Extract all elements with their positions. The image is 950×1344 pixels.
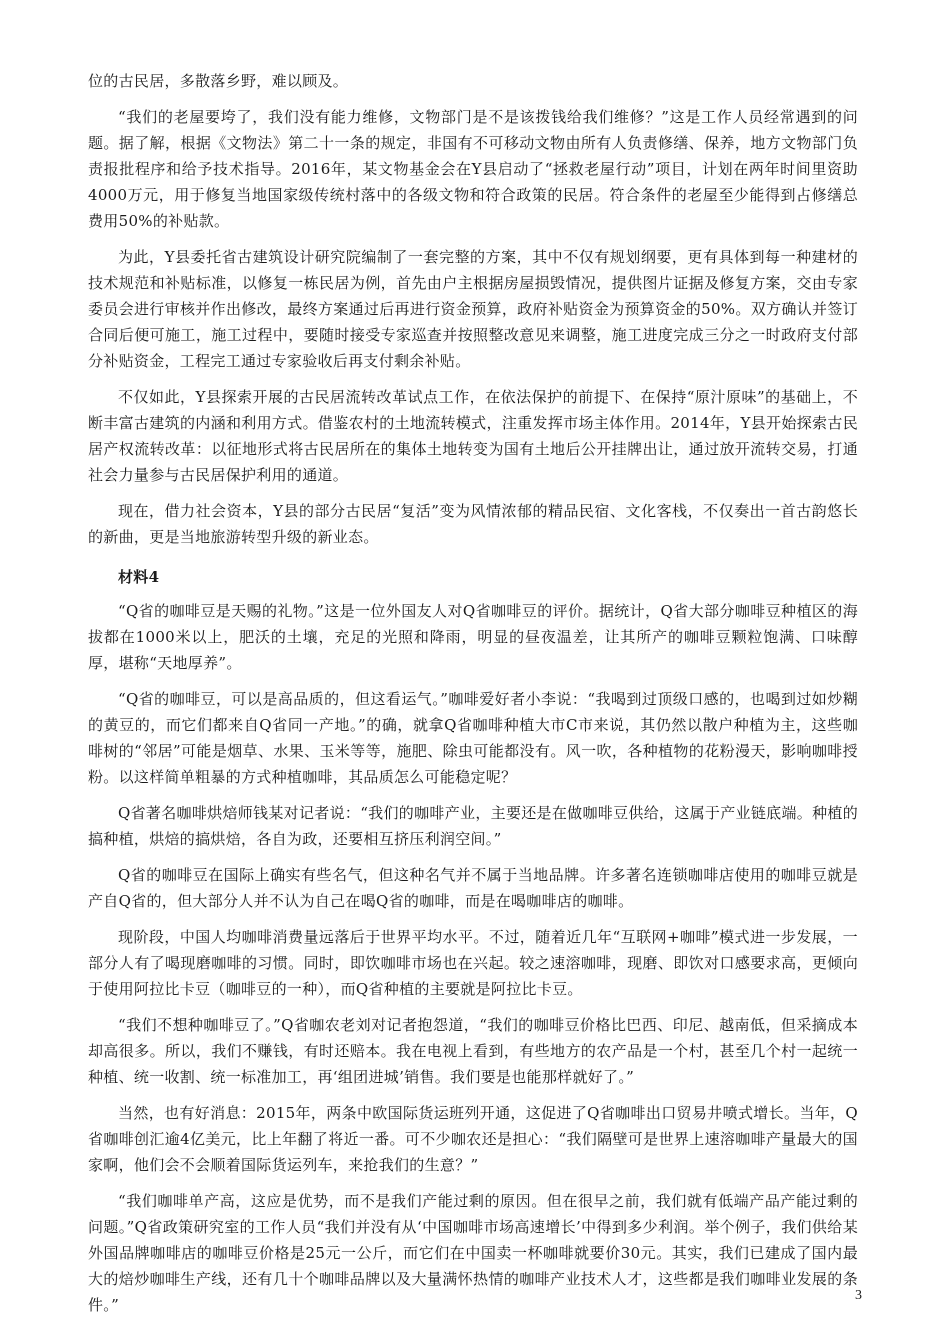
paragraph: Q省的咖啡豆在国际上确实有些名气，但这种名气并不属于当地品牌。许多著名连锁咖啡店使用的咖啡豆就是产自Q省的，但大部分人并不认为自己在喝Q省的咖啡，而是在喝咖啡店的咖啡。 — [88, 866, 858, 910]
paragraph: 现在，借力社会资本，Y县的部分古民居“复活”变为风情浓郁的精品民宿、文化客栈，不仅奏出一首古韵悠长的新曲，更是当地旅游转型升级的新业态。 — [88, 502, 858, 546]
paragraph: “我们的老屋要垮了，我们没有能力维修，文物部门是不是该拨钱给我们维修？”这是工作人员经常遇到的问题。据了解，根据《文物法》第二十一条的规定，非国有不可移动文物由所有人负责修缮、保养，地方文物部门负责报批程序和给予技术指导。2016年，某文物基金会在Y县启动了“拯救老屋行动”项目，计划在两年时间里资助4000万元，用于修复当地国家级传统村落中的各级文物和符合政策的民居。符合条件的老屋至少能得到占修缮总费用50%的补贴款。 — [88, 108, 858, 230]
paragraph: 不仅如此，Y县探索开展的古民居流转改革试点工作，在依法保护的前提下、在保持“原汁原味”的基础上，不断丰富古建筑的内涵和利用方式。借鉴农村的土地流转模式，注重发挥市场主体作用。2014年，Y县开始探索古民居产权流转改革：以征地形式将古民居所在的集体土地转变为国有土地后公开挂牌出让，通过放开流转交易，打通社会力量参与古民居保护利用的通道。 — [88, 388, 858, 484]
section-heading-material-4: 材料4 — [118, 568, 160, 586]
paragraph: “Q省的咖啡豆是天赐的礼物。”这是一位外国友人对Q省咖啡豆的评价。据统计，Q省大部分咖啡豆种植区的海拔都在1000米以上，肥沃的土壤，充足的光照和降雨，明显的昼夜温差，让其所产的咖啡豆颗粒饱满、口味醇厚，堪称“天地厚养”。 — [88, 602, 858, 672]
paragraph: 现阶段，中国人均咖啡消费量远落后于世界平均水平。不过，随着近几年“互联网+咖啡”模式进一步发展，一部分人有了喝现磨咖啡的习惯。同时，即饮咖啡市场也在兴起。较之速溶咖啡，现磨、即饮对口感要求高，更倾向于使用阿拉比卡豆（咖啡豆的一种），而Q省种植的主要就是阿拉比卡豆。 — [88, 928, 858, 998]
paragraph: “我们咖啡单产高，这应是优势，而不是我们产能过剩的原因。但在很早之前，我们就有低端产品产能过剩的问题。”Q省政策研究室的工作人员“我们并没有从‘中国咖啡市场高速增长’中得到多少利润。举个例子，我们供给某外国品牌咖啡店的咖啡豆价格是25元一公斤，而它们在中国卖一杯咖啡就要价30元。其实，我们已建成了国内最大的焙炒咖啡生产线，还有几十个咖啡品牌以及大量满怀热情的咖啡产业技术人才，这些都是我们咖啡业发展的条件。” — [88, 1192, 858, 1314]
page-number: 3 — [855, 1288, 862, 1303]
paragraph: 当然，也有好消息：2015年，两条中欧国际货运班列开通，这促进了Q省咖啡出口贸易井喷式增长。当年，Q省咖啡创汇逾4亿美元，比上年翻了将近一番。可不少咖农还是担心：“我们隔壁可是世界上速溶咖啡产量最大的国家啊，他们会不会顺着国际货运列车，来抢我们的生意？” — [88, 1104, 858, 1174]
paragraph: 为此，Y县委托省古建筑设计研究院编制了一套完整的方案，其中不仅有规划纲要，更有具体到每一种建材的技术规范和补贴标准，以修复一栋民居为例，首先由户主根据房屋损毁情况，提供图片证据及修复方案，交由专家委员会进行审核并作出修改，最终方案通过后再进行资金预算，政府补贴资金为预算资金的50%。双方确认并签订合同后便可施工，施工过程中，要随时接受专家巡查并按照整改意见来调整，施工进度完成三分之一时政府支付部分补贴资金，工程完工通过专家验收后再支付剩余补贴。 — [88, 248, 858, 370]
paragraph: “我们不想种咖啡豆了。”Q省咖农老刘对记者抱怨道，“我们的咖啡豆价格比巴西、印尼、越南低，但采摘成本却高很多。所以，我们不赚钱，有时还赔本。我在电视上看到，有些地方的农产品是一个村，甚至几个村一起统一种植、统一收割、统一标准加工，再‘组团进城’销售。我们要是也能那样就好了。” — [88, 1016, 858, 1086]
document-page — [88, 68, 858, 1328]
paragraph: Q省著名咖啡烘焙师钱某对记者说：“我们的咖啡产业，主要还是在做咖啡豆供给，这属于产业链底端。种植的搞种植，烘焙的搞烘焙，各自为政，还要相互挤压利润空间。” — [88, 804, 858, 848]
paragraph-continuation: 位的古民居，多散落乡野，难以顾及。 — [88, 72, 349, 90]
paragraph: “Q省的咖啡豆，可以是高品质的，但这看运气。”咖啡爱好者小李说：“我喝到过顶级口感的，也喝到过如炒糊的黄豆的，而它们都来自Q省同一产地。”的确，就拿Q省咖啡种植大市C市来说，其仍然以散户种植为主，这些咖啡树的“邻居”可能是烟草、水果、玉米等等，施肥、除虫可能都没有。风一吹，各种植物的花粉漫天，影响咖啡授粉。以这样简单粗暴的方式种植咖啡，其品质怎么可能稳定呢？ — [88, 690, 858, 786]
